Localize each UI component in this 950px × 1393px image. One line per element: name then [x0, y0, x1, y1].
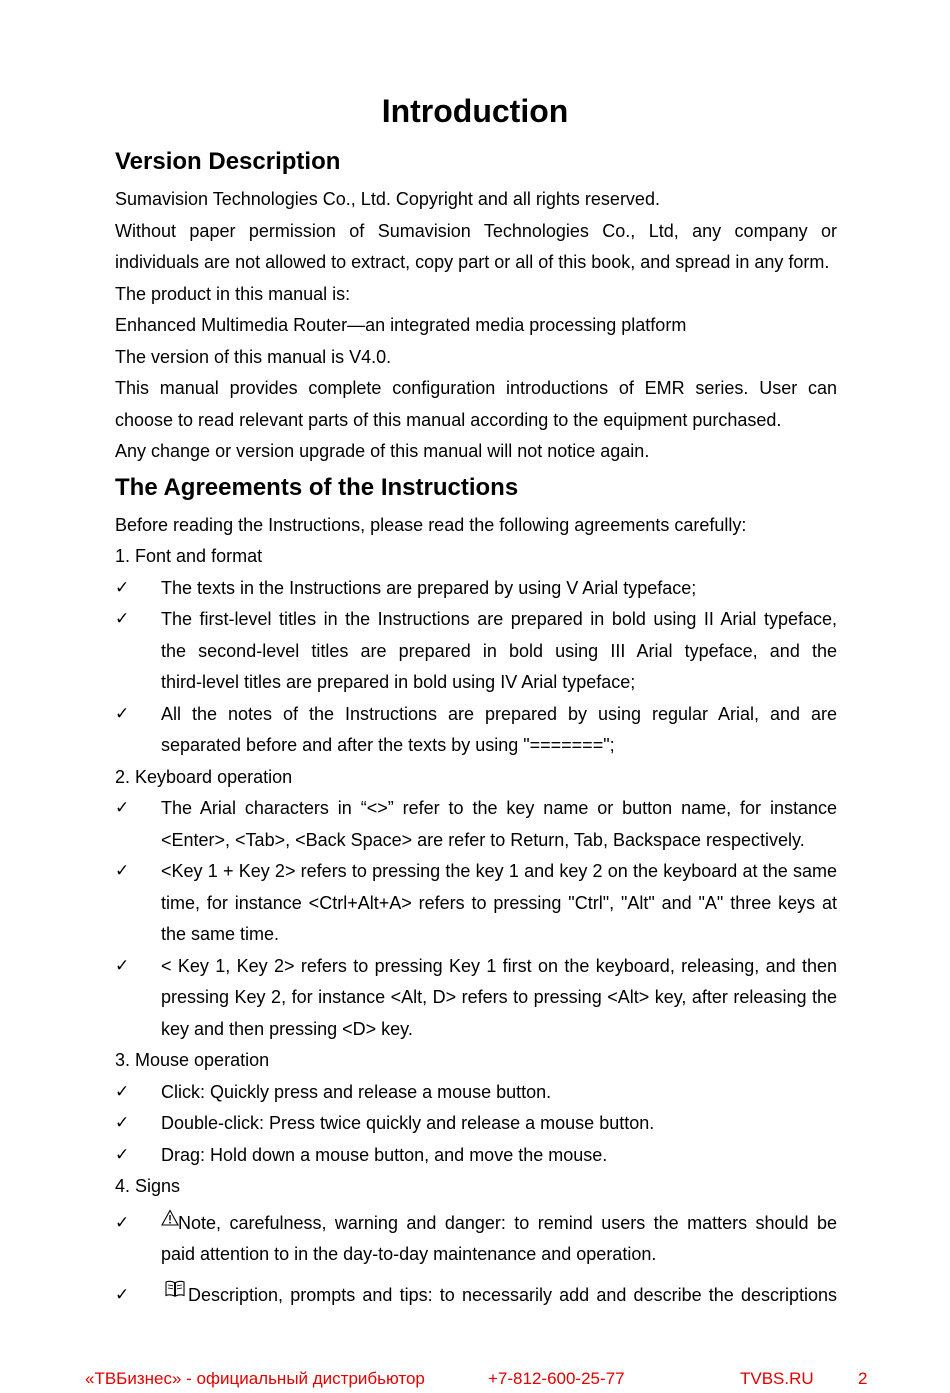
checkmark-icon: ✓ — [115, 1145, 130, 1164]
list-item-line: the same time. — [161, 924, 280, 944]
page-title: Introduction — [381, 93, 569, 129]
section-heading-version: Version Description — [115, 148, 341, 175]
list-item-line: < Key 1, Key 2> refers to pressing Key 1 first on the keyboard, releasing, and then — [161, 956, 837, 976]
footer-phone: +7-812-600-25-77 — [488, 1369, 625, 1388]
list-item-line: key and then pressing <D> key. — [161, 1019, 413, 1039]
paragraph-line: Any change or version upgrade of this manual will not notice again. — [115, 441, 650, 461]
group-label-keyboard: 2. Keyboard operation — [115, 767, 293, 787]
book-icon — [164, 1279, 186, 1299]
checkmark-icon: ✓ — [115, 609, 130, 628]
agreements-intro: Before reading the Instructions, please read the following agreements carefully: — [115, 515, 747, 535]
checkmark-icon: ✓ — [115, 1113, 130, 1132]
checkmark-icon: ✓ — [115, 1285, 130, 1304]
paragraph-line: This manual provides complete configuration introductions of EMR series. User can — [115, 378, 837, 398]
paragraph-line: Enhanced Multimedia Router—an integrated media processing platform — [115, 315, 687, 335]
warning-icon — [161, 1209, 179, 1227]
checkmark-icon: ✓ — [115, 1213, 130, 1232]
list-item-line: All the notes of the Instructions are prepared by using regular Arial, and are — [161, 704, 837, 724]
checkmark-icon: ✓ — [115, 1082, 130, 1101]
list-item-line: third-level titles are prepared in bold using IV Arial typeface; — [161, 672, 636, 692]
list-item-line: Drag: Hold down a mouse button, and move the mouse. — [161, 1145, 608, 1165]
list-item-line: the second-level titles are prepared in bold using III Arial typeface, and the — [161, 641, 837, 661]
list-item-line: Click: Quickly press and release a mouse button. — [161, 1082, 552, 1102]
page-number: 2 — [858, 1369, 868, 1388]
list-item-line: pressing Key 2, for instance <Alt, D> refers to pressing <Alt> key, after releasing the — [161, 987, 837, 1007]
list-item-line: Double-click: Press twice quickly and release a mouse button. — [161, 1113, 655, 1133]
paragraph-line: The product in this manual is: — [115, 284, 351, 304]
checkmark-icon: ✓ — [115, 704, 130, 723]
checkmark-icon: ✓ — [115, 956, 130, 975]
section-heading-agreements: The Agreements of the Instructions — [115, 474, 519, 501]
paragraph-line: Sumavision Technologies Co., Ltd. Copyright and all rights reserved. — [115, 189, 660, 209]
footer-site: TVBS.RU — [740, 1369, 814, 1388]
list-item-line: <Key 1 + Key 2> refers to pressing the key 1 and key 2 on the keyboard at the same — [161, 861, 837, 881]
paragraph-line: The version of this manual is V4.0. — [115, 347, 392, 367]
checkmark-icon: ✓ — [115, 861, 130, 880]
list-item-line: Description, prompts and tips: to necessarily add and describe the descriptions — [188, 1285, 837, 1305]
list-item-line: Note, carefulness, warning and danger: to remind users the matters should be — [178, 1213, 837, 1233]
list-item-line: The texts in the Instructions are prepared by using V Arial typeface; — [161, 578, 697, 598]
group-label-font-format: 1. Font and format — [115, 546, 263, 566]
group-label-mouse: 3. Mouse operation — [115, 1050, 270, 1070]
list-item-line: time, for instance <Ctrl+Alt+A> refers to pressing "Ctrl", "Alt" and "A" three keys at — [161, 893, 837, 913]
paragraph-line: individuals are not allowed to extract, copy part or all of this book, and spread in any form. — [115, 252, 830, 272]
paragraph-line: choose to read relevant parts of this manual according to the equipment purchased. — [115, 410, 782, 430]
list-item-line: <Enter>, <Tab>, <Back Space> are refer to Return, Tab, Backspace respectively. — [161, 830, 805, 850]
list-item-line: separated before and after the texts by using "======="; — [161, 735, 615, 755]
footer-distributor: «ТВБизнес» - официальный дистрибьютор — [85, 1369, 425, 1388]
paragraph-line: Without paper permission of Sumavision Technologies Co., Ltd, any company or — [115, 221, 837, 241]
checkmark-icon: ✓ — [115, 578, 130, 597]
list-item-line: The first-level titles in the Instructions are prepared in bold using II Arial typeface, — [161, 609, 837, 629]
list-item-line: paid attention to in the day-to-day maintenance and operation. — [161, 1244, 657, 1264]
list-item-line: The Arial characters in “<>” refer to the key name or button name, for instance — [161, 798, 837, 818]
checkmark-icon: ✓ — [115, 798, 130, 817]
group-label-signs: 4. Signs — [115, 1176, 181, 1196]
